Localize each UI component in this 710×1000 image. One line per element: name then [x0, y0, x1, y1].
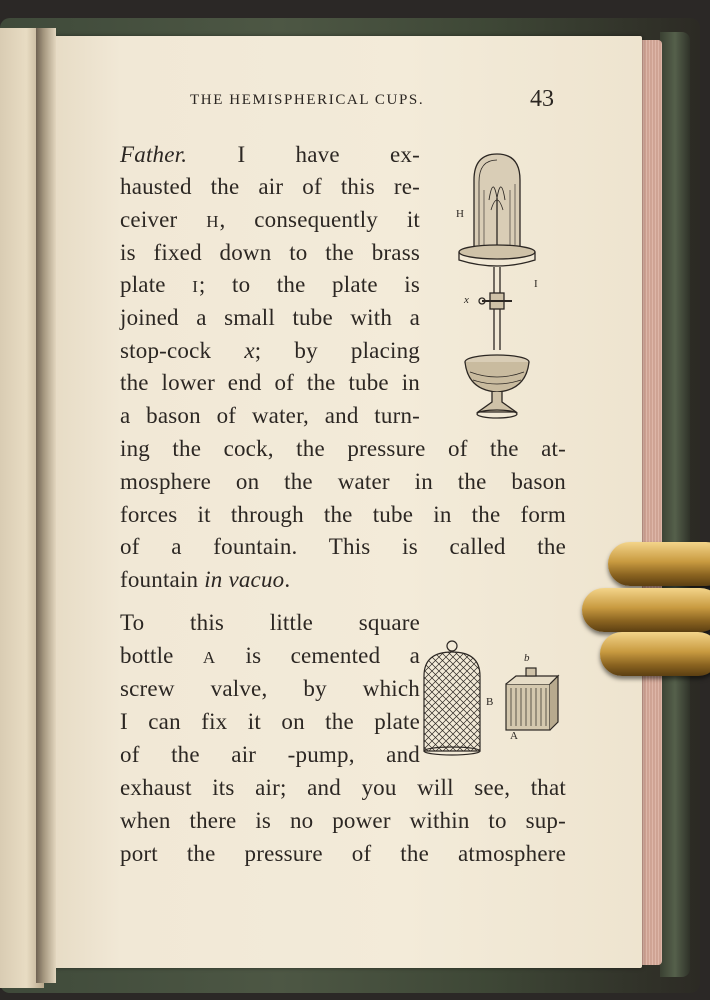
text-line: [120, 707, 420, 741]
cover-edge-right: [660, 32, 690, 977]
label-plate-i: I: [534, 278, 538, 290]
text-line: [120, 740, 420, 774]
label-stopcock-x: x: [464, 294, 469, 306]
fountain-in-vacuo-figure: [448, 150, 548, 425]
running-header: [0, 86, 710, 116]
square-bottle-figure: [418, 636, 568, 756]
text-run: of a fountain. This is called the: [120, 534, 566, 559]
text-run: , consequently it: [219, 207, 421, 232]
text-run: I can fix it on the plate: [120, 709, 420, 734]
text-line: [120, 270, 420, 304]
text-run: ing the cock, the pressure of the at-: [120, 436, 566, 461]
text-line: [120, 806, 566, 840]
italic-text: Father.: [120, 142, 188, 167]
text-run: a bason of water, and turn-: [120, 403, 420, 428]
text-line: [120, 674, 420, 708]
running-title: THE HEMISPHERICAL CUPS.: [190, 92, 425, 108]
text-run: I have ex-: [187, 142, 420, 167]
page-number: 43: [530, 86, 554, 112]
text-run: joined a small tube with a: [120, 305, 420, 330]
clip-finger: [582, 588, 710, 632]
text-line: [120, 641, 420, 675]
text-line: [120, 608, 420, 642]
brass-page-clip: [578, 520, 710, 720]
text-line: [120, 401, 420, 435]
text-line: [120, 238, 420, 272]
italic-text: x: [244, 338, 255, 363]
label-bottle-a: A: [510, 730, 518, 742]
text-line: [120, 172, 420, 206]
text-run: To this little square: [120, 610, 420, 635]
text-run: is fixed down to the brass: [120, 240, 420, 265]
text-line: [120, 773, 566, 807]
text-run: .: [284, 567, 291, 592]
text-run: ; to the plate is: [198, 272, 420, 297]
clip-finger: [600, 632, 710, 676]
text-run: bottle: [120, 643, 203, 668]
clip-finger: [608, 542, 710, 586]
small-caps-letter: H: [206, 212, 220, 231]
text-run: mosphere on the water in the bason: [120, 469, 566, 494]
text-run: ceiver: [120, 207, 207, 232]
text-run: exhaust its air; and you will see, that: [120, 775, 566, 800]
text-line: [120, 532, 566, 566]
text-run: forces it through the tube in the form: [120, 502, 566, 527]
text-run: port the pressure of the atmosphere: [120, 841, 566, 866]
small-caps-letter: I: [192, 277, 199, 296]
text-run: stop-cock: [120, 338, 245, 363]
book-gutter: [36, 28, 56, 983]
text-line: [120, 434, 566, 468]
fountain-apparatus-illustration: [448, 150, 548, 425]
text-run: hausted the air of this re-: [120, 174, 420, 199]
text-run: plate: [120, 272, 193, 297]
text-line: [120, 336, 420, 370]
italic-text: in vacuo: [204, 567, 285, 592]
text-run: the lower end of the tube in: [120, 370, 420, 395]
text-run: screw valve, by which: [120, 676, 420, 701]
text-line: [120, 500, 566, 534]
label-receiver-h: H: [456, 208, 464, 220]
text-line: [120, 368, 420, 402]
text-run: when there is no power within to sup-: [120, 808, 566, 833]
text-line: [120, 467, 566, 501]
small-caps-letter: A: [202, 648, 217, 667]
text-line: [120, 565, 290, 599]
text-line: [120, 303, 420, 337]
text-run: is cemented a: [216, 643, 421, 668]
text-line: [120, 140, 420, 174]
text-run: ; by placing: [254, 338, 420, 363]
label-cage-b: B: [486, 696, 494, 708]
text-run: of the air -pump, and: [120, 742, 420, 767]
label-valve-b: b: [524, 652, 530, 664]
text-line: [120, 205, 420, 239]
text-run: fountain: [120, 567, 205, 592]
text-line: [120, 839, 566, 873]
